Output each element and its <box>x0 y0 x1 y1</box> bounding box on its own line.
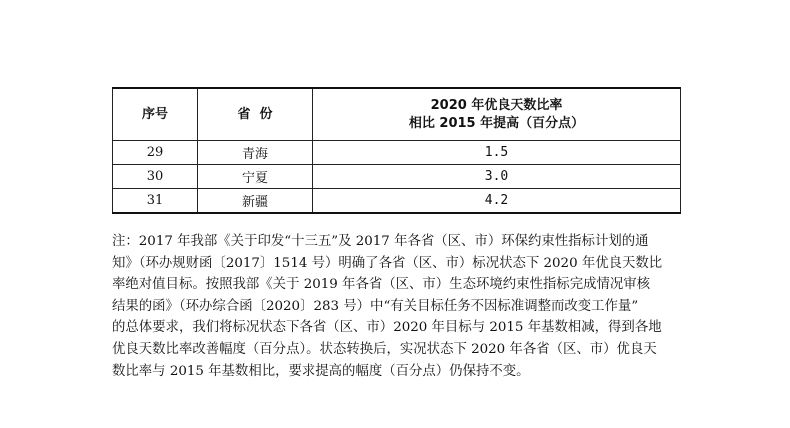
table-row <box>113 141 681 165</box>
header-value-line1: 2020 年优良天数比率 <box>430 97 563 113</box>
footnote <box>112 231 680 382</box>
footnote-line: 知》（环办规财函〔2017〕1514 号）明确了各省（区、市）标况状态下 2020 年优良天数比 <box>112 255 663 271</box>
footnote-line: 优良天数比率改善幅度（百分点）。状态转换后，实况状态下 2020 年各省（区、市）优良天 <box>112 341 657 357</box>
footnote-line: 的总体要求，我们将标况状态下各省（区、市）2020 年目标与 2015 年基数相减，得到各地 <box>112 320 662 336</box>
footnote-line: 注：2017 年我部《关于印发“十三五”及 2017 年各省（区、市）环保约束性指标计划的通 <box>112 234 649 249</box>
air-quality-table <box>112 87 681 214</box>
table-row <box>113 165 681 189</box>
cell-seq: 30 <box>113 165 198 189</box>
cell-value: 3.0 <box>313 165 681 189</box>
header-seq: 序号 <box>113 88 198 141</box>
footnote-line: 结果的函》（环办综合函〔2020〕283 号）中“有关目标任务不因标准调整而改变工作量” <box>112 298 639 314</box>
cell-value: 4.2 <box>313 189 681 214</box>
header-value <box>313 88 681 141</box>
header-province-label: 省 份 <box>237 106 273 122</box>
cell-value: 1.5 <box>313 141 681 165</box>
header-province <box>198 88 313 141</box>
table-row <box>113 189 681 214</box>
cell-province: 宁夏 <box>198 165 313 189</box>
table-header-row <box>113 88 681 141</box>
footnote-line: 数比率与 2015 年基数相比，要求提高的幅度（百分点）仍保持不变。 <box>112 363 530 379</box>
table-body <box>113 141 681 214</box>
table-header <box>113 88 681 141</box>
footnote-line: 率绝对值目标。按照我部《关于 2019 年各省（区、市）生态环境约束性指标完成情况审核 <box>112 277 651 293</box>
cell-province: 青海 <box>198 141 313 165</box>
header-value-line2: 相比 2015 年提高（百分点） <box>408 115 585 131</box>
cell-province: 新疆 <box>198 189 313 214</box>
cell-seq: 29 <box>113 141 198 165</box>
cell-seq: 31 <box>113 189 198 214</box>
